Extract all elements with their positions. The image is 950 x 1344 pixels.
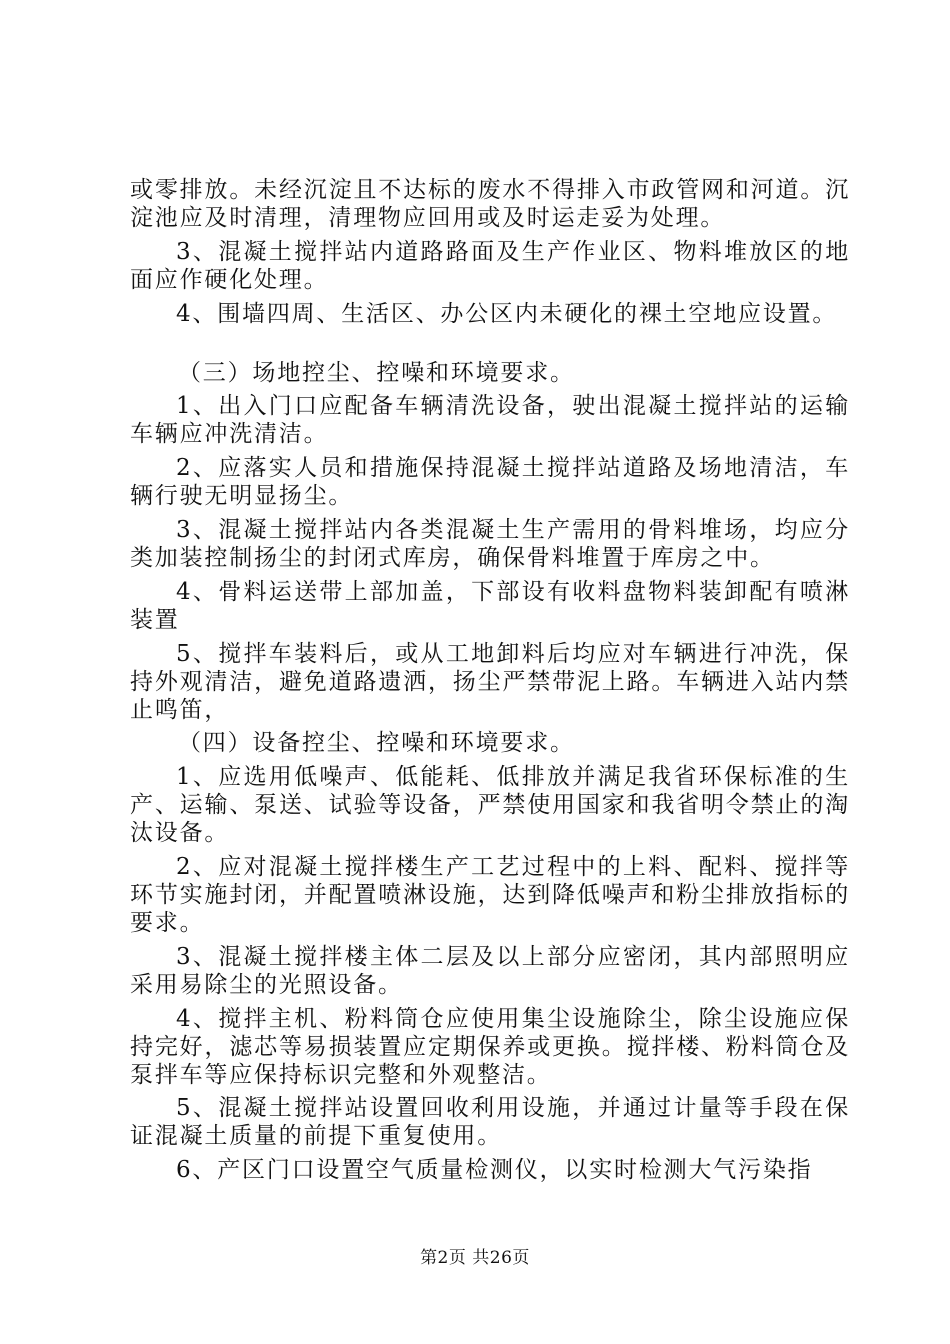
paragraph-item: 5、搅拌车装料后，或从工地卸料后均应对车辆进行冲洗，保持外观清洁，避免道路遗洒，扬尘严禁带泥上路。车辆进入站内禁止鸣笛， — [130, 640, 850, 723]
paragraph-item: 6、产区门口设置空气质量检测仪，以实时检测大气污染指 — [176, 1157, 813, 1184]
body-text — [130, 176, 850, 1190]
page-footer: 第2页 共26页 — [420, 1248, 530, 1268]
paragraph-item: 3、混凝土搅拌楼主体二层及以上部分应密闭，其内部照明应采用易除尘的光照设备。 — [130, 943, 850, 998]
paragraph-item: 4、搅拌主机、粉料筒仓应使用集尘设施除尘，除尘设施应保持完好，滤芯等易损装置应定期保养或更换。搅拌楼、粉料筒仓及泵拌车等应保持标识完整和外观整洁。 — [130, 1005, 850, 1088]
paragraph-item: 3、混凝土搅拌站内各类混凝土生产需用的骨料堆场，均应分类加装控制扬尘的封闭式库房，确保骨料堆置于库房之中。 — [130, 516, 850, 571]
paragraph-item: 2、应落实人员和措施保持混凝土搅拌站道路及场地清洁，车辆行驶无明显扬尘。 — [130, 455, 850, 510]
paragraph-continuation: 或零排放。未经沉淀且不达标的废水不得排入市政管网和河道。沉淀池应及时清理，清理物应回用或及时运走妥为处理。 — [130, 177, 850, 231]
paragraph-item: 1、应选用低噪声、低能耗、低排放并满足我省环保标准的生产、运输、泵送、试验等设备，严禁使用国家和我省明令禁止的淘汰设备。 — [130, 764, 850, 847]
paragraph-item: 5、混凝土搅拌站设置回收利用设施，并通过计量等手段在保证混凝土质量的前提下重复使用。 — [130, 1095, 850, 1150]
paragraph-item: 3、混凝土搅拌站内道路路面及生产作业区、物料堆放区的地面应作硬化处理。 — [130, 238, 850, 293]
paragraph-item: 4、骨料运送带上部加盖，下部设有收料盘物料装卸配有喷淋装置 — [130, 578, 850, 633]
paragraph-item: 4、围墙四周、生活区、办公区内未硬化的裸土空地应设置。 — [176, 300, 838, 327]
paragraph-item: 1、出入门口应配备车辆清洗设备，驶出混凝土搅拌站的运输车辆应冲洗清洁。 — [130, 393, 850, 448]
paragraph-item: 2、应对混凝土搅拌楼生产工艺过程中的上料、配料、搅拌等环节实施封闭，并配置喷淋设施，达到降低噪声和粉尘排放指标的要求。 — [130, 853, 850, 936]
section-heading: （四）设备控尘、控噪和环境要求。 — [178, 730, 575, 757]
section-heading: （三）场地控尘、控噪和环境要求。 — [178, 359, 575, 386]
